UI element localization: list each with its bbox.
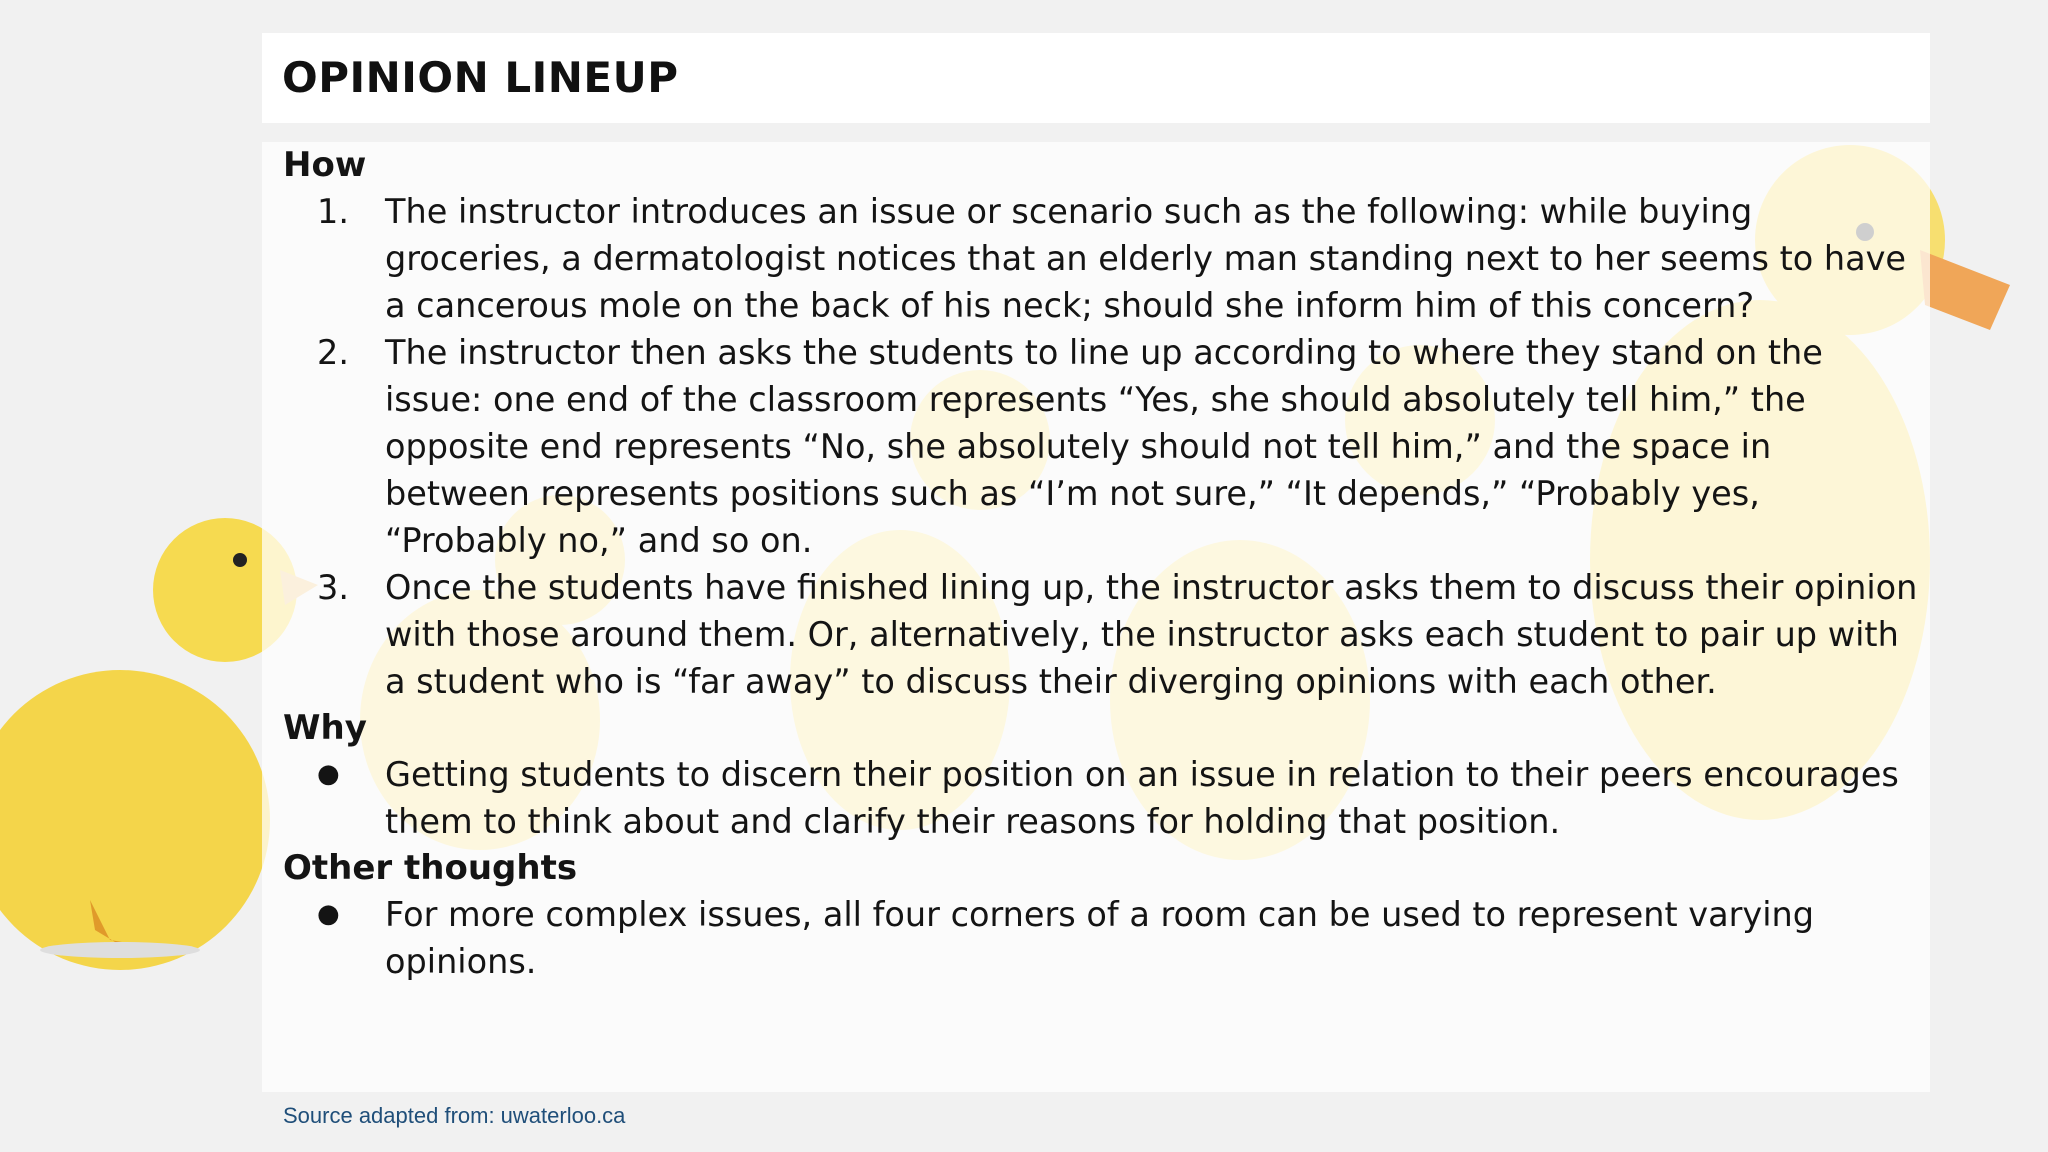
- section-heading-how: How: [283, 145, 367, 185]
- why-list: [283, 751, 1923, 845]
- how-list-item: [283, 329, 1923, 564]
- source-citation: Source adapted from: uwaterloo.ca: [283, 1103, 626, 1128]
- why-list-item: [283, 751, 1923, 845]
- slide-title: OPINION LINEUP: [282, 53, 679, 102]
- content-body: [283, 142, 1923, 985]
- section-heading-other-thoughts: Other thoughts: [283, 848, 578, 888]
- other-thoughts-list: [283, 891, 1923, 985]
- list-number: 1.: [317, 192, 349, 231]
- other-thoughts-list-item: [283, 891, 1923, 985]
- content-panel: [262, 142, 1930, 1092]
- how-list: [283, 188, 1923, 705]
- list-number: 2.: [317, 333, 349, 372]
- how-list-item: [283, 188, 1923, 329]
- list-item-text: Getting students to discern their position on an issue in relation to their peers encourages them to think about and clarify their reasons for holding that position.: [385, 755, 1899, 841]
- how-list-item: [283, 564, 1923, 705]
- list-item-text: Once the students have finished lining up, the instructor asks them to discuss their opinion with those around them. Or, alternatively, the instructor asks each student to pair up with a student who is “far away” to discuss their diverging opinions with each other.: [385, 568, 1918, 701]
- bullet-icon: ●: [317, 899, 340, 929]
- list-item-text: The instructor then asks the students to line up according to where they stand on the issue: one end of the classroom represents “Yes, she should absolutely tell him,” the opposite end represents “No, she absolutely should not tell him,” and the space in between represents positions such as “I’m not sure,” “It depends,” “Probably yes, “Probably no,” and so on.: [385, 333, 1823, 560]
- list-number: 3.: [317, 568, 349, 607]
- list-item-text: For more complex issues, all four corners of a room can be used to represent varying opinions.: [385, 895, 1815, 981]
- section-heading-why: Why: [283, 708, 367, 748]
- title-box: [262, 33, 1930, 123]
- bullet-icon: ●: [317, 759, 340, 789]
- list-item-text: The instructor introduces an issue or scenario such as the following: while buying groceries, a dermatologist notices that an elderly man standing next to her seems to have a cancerous mole on the back of his neck; should she inform him of this concern?: [385, 192, 1907, 325]
